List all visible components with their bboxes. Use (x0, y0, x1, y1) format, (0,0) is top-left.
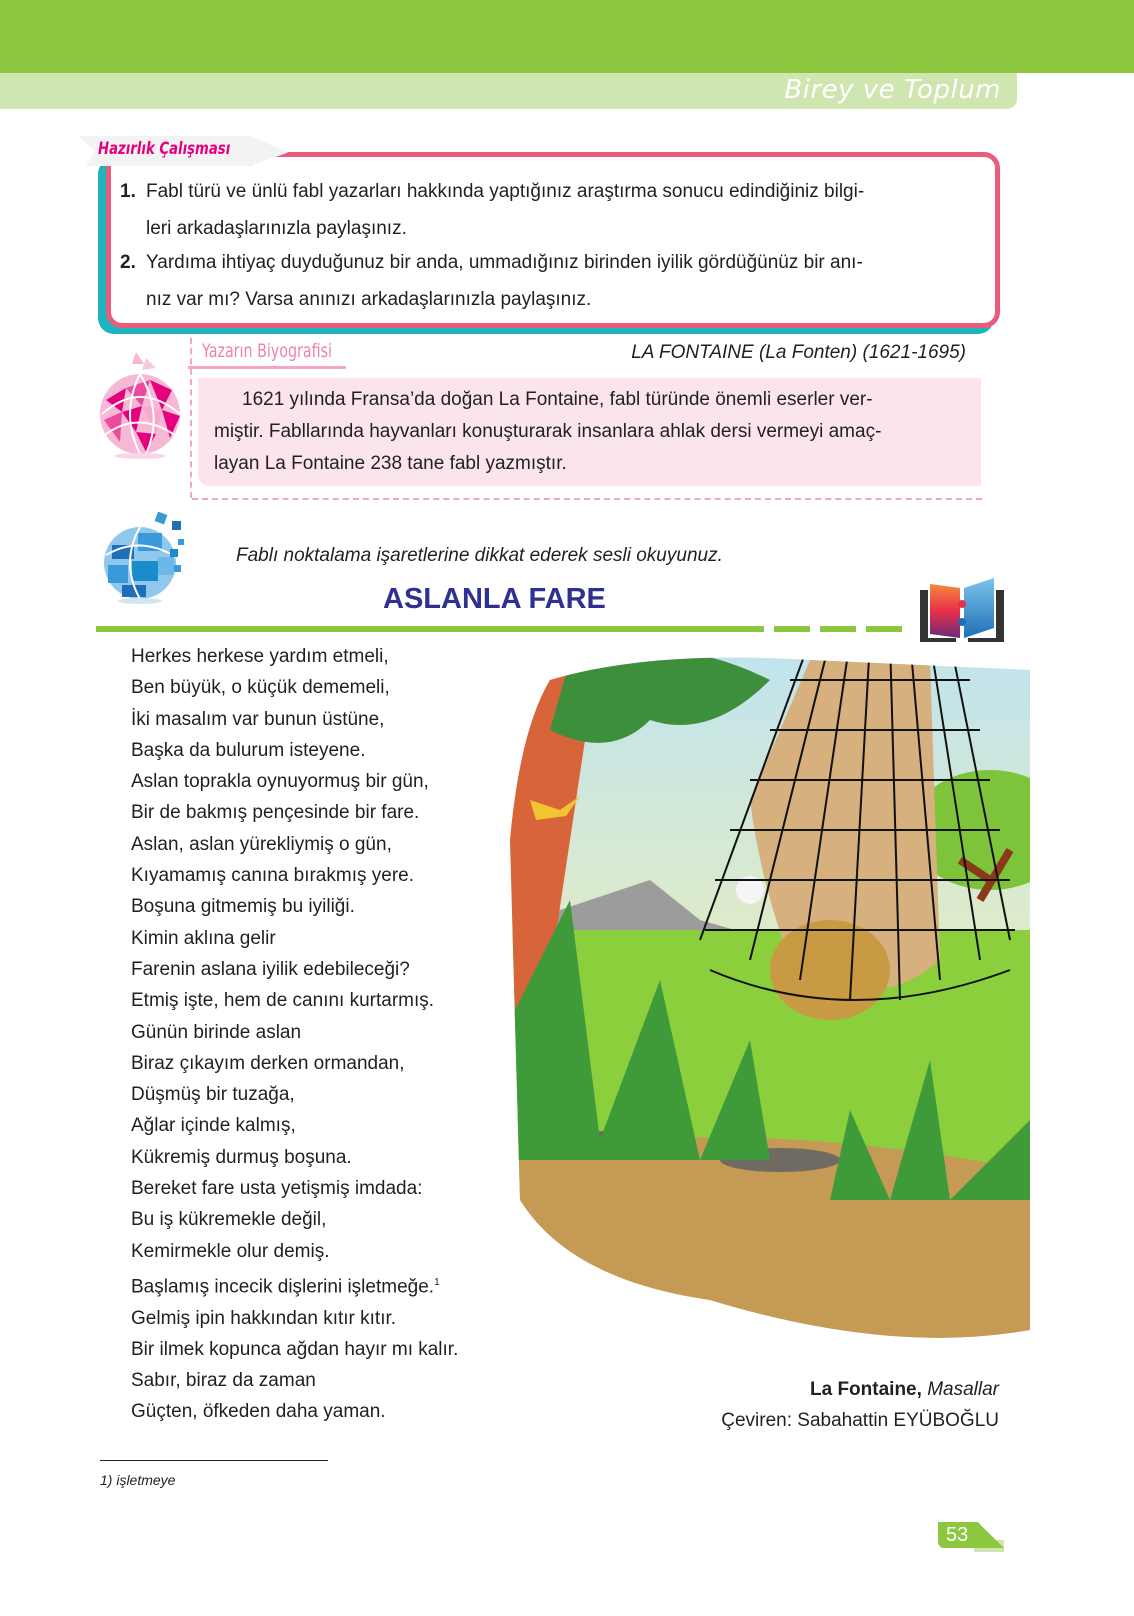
footnote-marker: 1 (434, 1276, 440, 1288)
translator: Çeviren: Sabahattin EYÜBOĞLU (721, 1410, 999, 1431)
dashed-divider (192, 498, 982, 500)
open-book-icon (916, 576, 1008, 644)
page-number: 53 (946, 1524, 969, 1546)
footnote-divider (100, 1460, 328, 1461)
footnote: 1) işletmeye (100, 1472, 176, 1488)
reading-instruction: Fablı noktalama işaretlerine dikkat ederek sesli okuyunuz. (236, 545, 723, 566)
fable-illustration (510, 640, 1030, 1355)
preparation-tag: Hazırlık Çalışması (78, 136, 288, 166)
biography-text: 1621 yılında Fransa’da doğan La Fontaine, fabl türünde önemli eserler ver- miştir. Fabllarında hayvanları konuşturarak insanlara ahlak dersi vermeyi amaç- layan La Fontaine 238 tane fabl yazmıştır. (214, 389, 882, 474)
dashed-divider (190, 338, 192, 498)
biography-box (198, 378, 981, 486)
section-title: Birey ve Toplum (784, 75, 1001, 105)
author-heading: LA FONTAINE (La Fonten) (1621-1695) (631, 342, 966, 363)
poem-text: Herkes herkese yardım etmeli, Ben büyük, o küçük dememeli, İki masalım var bunun üstüne, Başka da bulurum isteyene. Aslan toprakla oynuyormuş bir gün, Bir de bakmış pençesinde bir fare. Aslan, aslan yürekliymiş o gün, Kıyamamış canına bırakmış yere. Boşuna gitmemiş bu iyiliği. Kimin aklına gelir Farenin aslana iyilik edebileceği? Etmiş işte, hem de canını kurtarmış. Günün birinde aslan Biraz çıkayım derken ormandan, Düşmüş bir tuzağa, Ağlar içinde kalmış, Kükremiş durmuş boşuna. Bereket fare usta yetişmiş imdada: Bu iş kükremekle değil, Kemirmekle olur demiş. Başlamış incecik dişlerini işletmeğe.$^1$ Gelmiş ipin hakkından kıtır kıtır. Bir ilmek kopunca ağdan hayır mı kalır. Sabır, biraz da zaman Güçten, öfkeden daha yaman. (131, 646, 459, 1423)
title-underline (96, 626, 764, 632)
page-number-tab (938, 1522, 1008, 1554)
biography-label: Yazarın Biyografisi (202, 340, 332, 362)
header-band (0, 0, 1134, 73)
pink-globe-icon (96, 350, 188, 460)
attribution: La Fontaine, Masallar Çeviren: Sabahattin EYÜBOĞLU (721, 1374, 999, 1436)
section-band (0, 73, 1017, 109)
poem-title: ASLANLA FARE (383, 583, 606, 615)
puzzle-globe-icon (98, 505, 198, 605)
